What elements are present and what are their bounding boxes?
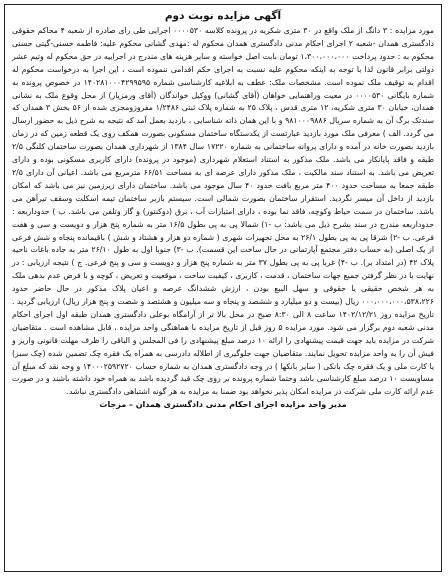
notice-signature: مدیر واحد مزایده اجرای احکام مدنی دادگستری همدان – مزجات	[99, 400, 347, 410]
auction-notice	[4, 4, 442, 572]
notice-title: آگهی مزایده نوبت دوم	[164, 10, 282, 22]
notice-body: مورد مزایده : ۳ دانگ از ملک واقع در ۳۰ متری شکریه در پرونده کلاسه ۰۰۰۰۵۳۰ اجرایی طی رای صادره از شعبه ۴ محاکم حقوقی دادگستری همدان -شعبه ۲ اجرای احکام مدنی دادگستری همدان محکوم له :مهدی گشانی محکوم علیه: فاطمه حسنی-گیتی حسنی محکوم به : حدود پرداخت ۱،۳۰۰،۰۰۰،۰۰۰ تومان بابت اصل خواسته و سایر هزینه های مندرج در اجراییه در حق محکوم له وتیم عشر دولتی برابر قانون لذا با توجه به اینکه محکوم علیه نسبت به اجرای حکم اقدامی ننموده است ، این اجرا به درخواست محکوم له اقدام به توقیف ملک نموده است. مشخصات ملک: عطف به ابلاغیه کارشناسی شماره ۱۴۰۲۸۱۰۰۰۴۲۹۹۵۹۵ در خصوص پرونده به شماره بایگانی ۰۰۰۰۵۳۰ در معیت وراهنمایی خواهان (آقای گشانی) ووکیل خواندگان (آقای ورمزیار) از محل وقوع ملک به نشانی همدان، خیابان ۳۰ متری شکریه، ۱۲ متری قدس ، پلاک ۲۵ به شماره پلاک ثبتی ۱/۲۴۸۶ مفروزومجزی شده از ۵۶ بخش ۳ همدان که سندتک برگ آن به شماره سریال ۹۸۱۰۰۰۹۸۸۶ و با این همان ذاته شناسایی ، بازدید بعمل آمد که نتیجه به شرح ذیل به حضور ارسال می گردد. الف ) معرفی ملک مورد بازدید عبارتست از یکدستگاه ساختمان مسکونی بصورت همکف روی یک قطعه زمین که در زمان بازدید بصورت خانه در آمده و دارای پروانه ساختمانی به شماره ۱۷۲۲۰ سال ۱۳۸۴ از شهرداری همدان بصورت ساختمان کلنگی ۲/۵ طبقه و فاقد پایانکار می باشد. ملک مذکور به استناد استعلام شهرداری (موجود در پرونده) دارای کاربری مسکونی بوده و دارای تعریض می باشد. به استناد سند مالکیت ، ملک مذکور دارای عرصه ای به مساحت ۶۶/۵۱ مترمربع می باشد. اعیانی آن دارای ۲/۵ طبقه جمعا به مساحت حدود ۴۰۰ متر مربع بافت حدود ۴۰ سال موجود می باشد. ساختمان دارای زیرزمین نیز می باشد که امکان بازدید از داخل آن میسر نگردید. استقرار ساختمان بصورت شمالی است. سیستم بازبر ساختمان تیمه اسکلت وسقف تیرآهن می باشد. ساختمان در سمت حیاط وکوچه، فاقد نما بوده ، دارای امتیازات آب ، برق (دوکنتور) و گاز وتلفن می باشد. ب ) حدوداربعه : حدوداربعه مندرج در سند بشرح ذیل می باشد: ب -۱) شمالا پی به پی بطول ۱۶/۵ متر به شماره پنج هزار و دویست و سی و هفت فرعی. ب -۲) شرقا پی به پی بطول ۲۶/۱ به محل تجهیزات شهری ( شماره دو هزار و هشتاد و شش ) باقیمانده پنجاه و شش فرعی از یک اصلی (به حساب دفتر مجتمع آپارتمانی در حال ساخت این قسمت). ب -۳) جنوبا اول به طول ۲۶/۱۰ متر به جاده باغات ناحیه پلاک ۴۲ (در امتداد بر). ب -۴) غربا پی به پی بطول ۳۷ متر به شماره پنج هزار و دویست و سی و پنج فرعی. ج ) نتیجه ارزیابی : در نهایت با در نظر گرفتن جمیع جهات ساختمان ، قدمت ، کاربری ، کیفیت ساخت ، موقعیت و تعریض ، کوچه و با فرض عدم بدهی ملک به هر شخص حقیقی یا حقوقی و سهل البیع بودن ، ارزش ششدانگ عرصه و اعیان پلاک مذکور در حال حاضر حدود ۰۰۰،۰۰۰،۰۰۰،۵۳۸،۲۲۶ ریال (بیست و دو میلیارد و ششصد و پنجاه و سه میلیون و هشتصد و شصت و پنج هزار ریال) ارزیابی گردید . تاریخ مزایده روز ۱۴۰۲/۱۲/۲۱ ساعت ۸ الی ۸:۳۰ صبح در محل بالا تر از آرامگاه بوعلی دادگستری همدان طبقه اول اجرای احکام مدنی شعبه دوم برگزار می شود. مورد مزایده ۵ روز قبل از تاریخ مزایده با هماهنگی واحد مزایده ، قابل مشاهده است . متقاضیان شرکت در مزایده باید جهت قیمت پیشنهادی را ارائه ۱۰ درصد مبلغ پیشنهادی را فی المجلس و الباقی را ظرف مهلت قانونی واریز و فیش آن را به واحد مزایده تحویل نمایند. متقاضیان جهت جلوگیری از اطلاله دادرسی به همراه یک فقره چک تضمین شده (چک سبز) یا کارت ملی و یک فقره چک بانکی ( سایر بانکها ) در وجه دادگستری همدان به شماره حساب ۱۴۰۰۰۲۵۹۲۷۲۰ و وجه نقد که مبلغ آن مساویست ۱۰ درصد مبلغ کارشناسی باشد وحتما شماره پرونده بر روی چک قید گردیده باشد به همراه خود داشته باشند و در صورت عدم ارائه کارت ملی شرکت در مزایده امکان پذیر نخواهد بود ضمنا به مزایده به هر گونه اشتباهی دادگستری نباشد.	[12, 26, 435, 397]
